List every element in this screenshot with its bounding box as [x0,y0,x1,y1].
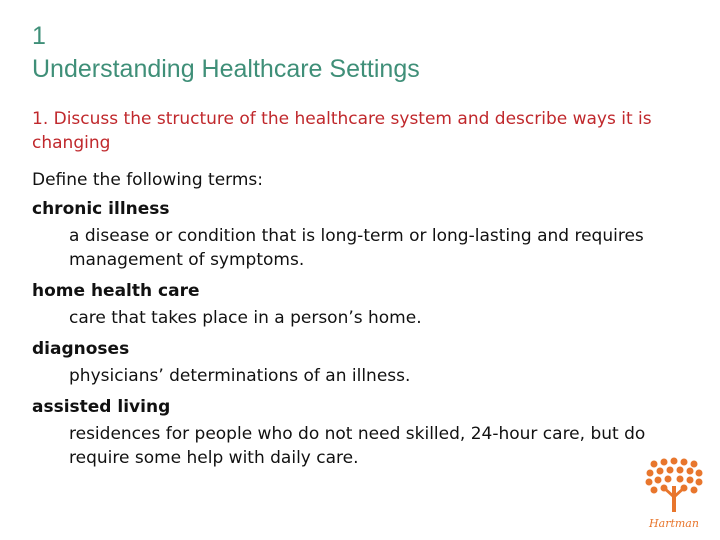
term-diagnoses: diagnoses [32,339,130,359]
chapter-number: 1 [32,22,46,50]
terms-list [32,166,692,475]
term-assisted-living: assisted living [32,397,171,417]
hartman-logo [642,456,706,534]
tree-of-hearts-icon [646,458,703,513]
term-chronic-illness: chronic illness [32,199,170,219]
definition-home-health-care: care that takes place in a person’s home. [69,308,422,328]
term-home-health-care: home health care [32,281,200,301]
terms-intro: Define the following terms: [32,170,263,190]
definition-assisted-living: residences for people who do not need skilled, 24-hour care, but do require some help with daily care. [69,424,646,468]
learning-objective: 1. Discuss the structure of the healthcare system and describe ways it is changing [32,109,652,153]
chapter-title: Understanding Healthcare Settings [32,55,420,83]
logo-text: Hartman [649,517,699,530]
definition-chronic-illness: a disease or condition that is long-term or long-lasting and requires management of symptoms. [69,226,644,270]
slide-title [32,20,420,86]
definition-diagnoses: physicians’ determinations of an illness. [69,366,411,386]
